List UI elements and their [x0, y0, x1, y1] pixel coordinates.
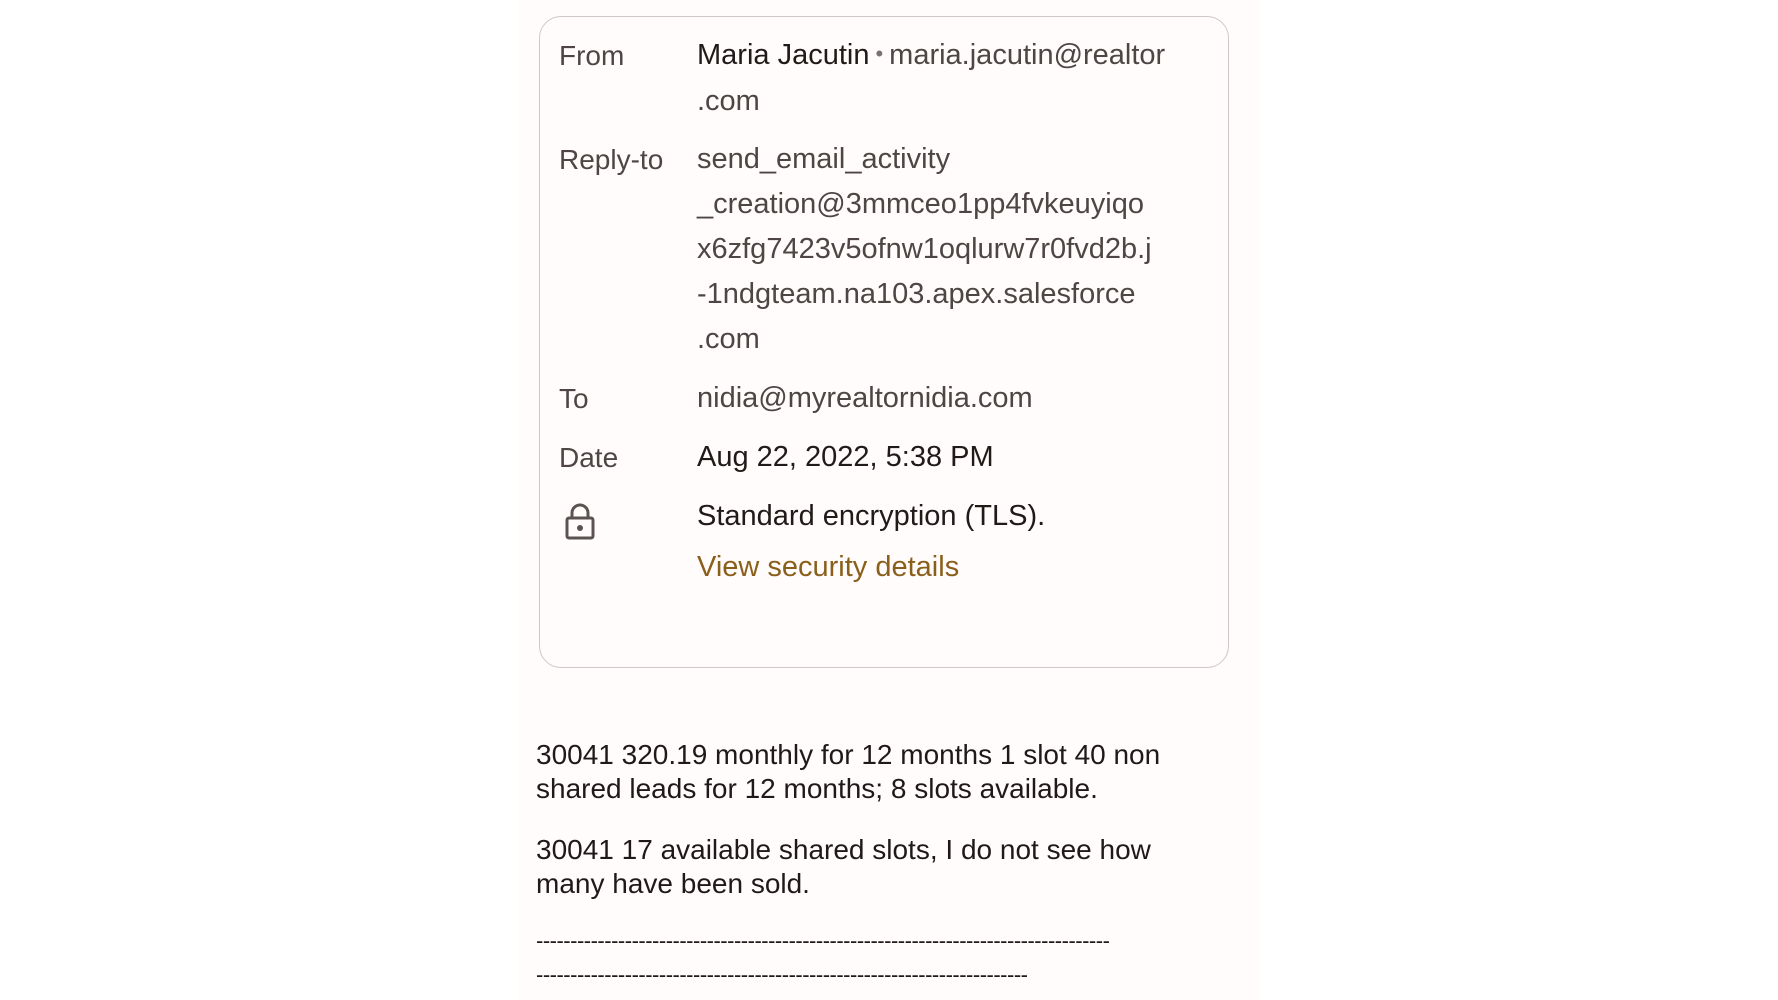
to-label: To — [559, 383, 589, 414]
encryption-text: Standard encryption (TLS). — [697, 500, 1046, 532]
encryption-value — [697, 494, 1202, 590]
view-security-details-link[interactable]: View security details — [697, 551, 960, 583]
message-paragraph-1 — [536, 738, 1236, 806]
message-details-card — [539, 16, 1229, 668]
divider-line-1: ------------------------------------------------------------------------------------ — [536, 928, 1110, 953]
date-label: Date — [559, 442, 619, 473]
message-paragraph-2 — [536, 833, 1236, 901]
reply-to-value[interactable] — [697, 137, 1202, 362]
reply-to-line: x6zfg7423v5ofnw1oqlurw7r0fvd2b.j — [697, 233, 1152, 265]
paragraph-line: many have been sold. — [536, 868, 810, 899]
separator-dot: • — [875, 41, 884, 66]
reply-to-line: -1ndgteam.na103.apex.salesforce — [697, 278, 1136, 310]
reply-to-line: .com — [697, 323, 760, 355]
sender-email-continued: .com — [697, 85, 760, 117]
from-value[interactable] — [697, 33, 1202, 124]
lock-icon — [563, 502, 597, 540]
reply-to-label: Reply-to — [559, 144, 664, 175]
reply-to-line: send_email_activity — [697, 143, 951, 175]
divider-line-2: ------------------------------------------------------------------------ — [536, 962, 1028, 987]
recipient-email: nidia@myrealtornidia.com — [697, 382, 1033, 414]
paragraph-line: 30041 320.19 monthly for 12 months 1 slot 40 non — [536, 739, 1161, 770]
to-value[interactable] — [697, 376, 1202, 421]
paragraph-line: 30041 17 available shared slots, I do not see how — [536, 834, 1151, 865]
email-view — [518, 0, 1260, 1000]
sender-email: maria.jacutin@realtor — [889, 39, 1166, 71]
date-value — [697, 435, 1202, 480]
date-text: Aug 22, 2022, 5:38 PM — [697, 441, 994, 473]
reply-to-line: _creation@3mmceo1pp4fvkeuyiqo — [697, 188, 1144, 220]
sender-name: Maria Jacutin — [697, 39, 870, 71]
from-label: From — [559, 40, 625, 71]
paragraph-line: shared leads for 12 months; 8 slots available. — [536, 773, 1098, 804]
